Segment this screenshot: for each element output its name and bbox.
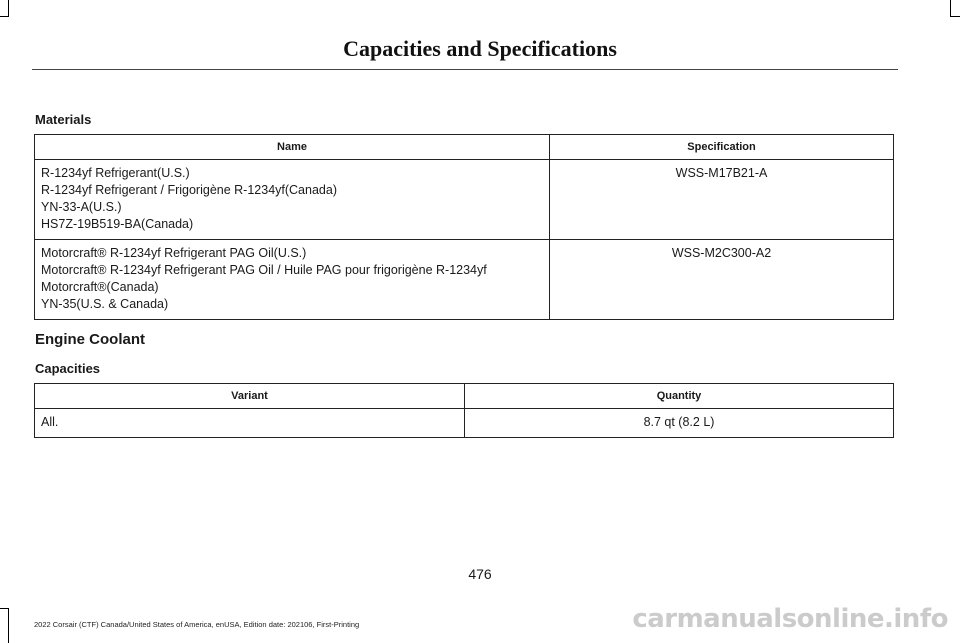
table-row <box>35 240 894 320</box>
material-name-line: Motorcraft® R-1234yf Refrigerant PAG Oil / Huile PAG pour frigorigène R-1234yf <box>41 263 487 277</box>
materials-table <box>34 134 894 320</box>
crop-mark <box>950 0 951 16</box>
column-header-variant: Variant <box>35 384 465 409</box>
crop-mark <box>950 16 960 17</box>
watermark-text: carmanualsonline.info <box>632 604 948 634</box>
table-header-row <box>35 384 894 409</box>
table-row <box>35 409 894 438</box>
quantity-cell: 8.7 qt (8.2 L) <box>465 409 894 438</box>
capacities-heading: Capacities <box>35 361 101 376</box>
table-header-row <box>35 135 894 160</box>
specification-cell: WSS-M17B21-A <box>550 160 894 240</box>
material-name-line: HS7Z-19B519-BA(Canada) <box>41 217 194 231</box>
crop-mark <box>8 0 9 16</box>
crop-mark <box>0 16 9 17</box>
material-name-cell <box>35 160 550 240</box>
engine-coolant-heading: Engine Coolant <box>35 331 145 348</box>
column-header-specification: Specification <box>550 135 894 160</box>
coolant-capacities-table <box>34 383 894 438</box>
page-number: 476 <box>468 566 492 582</box>
specification-cell: WSS-M2C300-A2 <box>550 240 894 320</box>
material-name-line: R-1234yf Refrigerant(U.S.) <box>41 166 190 180</box>
material-name-line: R-1234yf Refrigerant / Frigorigène R-1234yf(Canada) <box>41 183 337 197</box>
crop-mark <box>0 608 9 609</box>
material-name-line: YN-35(U.S. & Canada) <box>41 297 169 311</box>
table-row <box>35 160 894 240</box>
footer-edition-text: 2022 Corsair (CTF) Canada/United States of America, enUSA, Edition date: 202106, First-Printing <box>34 620 360 629</box>
material-name-line: Motorcraft®(Canada) <box>41 280 159 294</box>
page-header-title: Capacities and Specifications <box>343 36 617 61</box>
material-name-line: Motorcraft® R-1234yf Refrigerant PAG Oil(U.S.) <box>41 246 307 260</box>
material-name-cell <box>35 240 550 320</box>
variant-cell: All. <box>35 409 465 438</box>
column-header-name: Name <box>35 135 550 160</box>
header-divider <box>32 69 898 70</box>
materials-heading: Materials <box>35 112 92 127</box>
crop-mark <box>8 608 9 643</box>
column-header-quantity: Quantity <box>465 384 894 409</box>
material-name-line: YN-33-A(U.S.) <box>41 200 122 214</box>
